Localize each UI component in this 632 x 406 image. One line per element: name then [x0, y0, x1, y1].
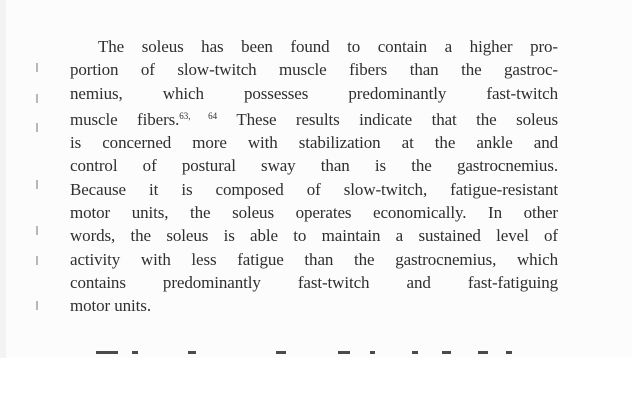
margin-mark — [36, 256, 38, 265]
text-line: words, the soleus is able to maintain a sustained level of — [70, 226, 558, 246]
body-paragraph — [70, 35, 558, 318]
margin-mark — [36, 226, 38, 235]
text-line: Because it is composed of slow-twitch, fatigue-resistant — [70, 179, 558, 199]
cut-off-next-line — [70, 351, 558, 357]
text-line: control of postural sway than is the gastrocnemius. — [70, 156, 558, 176]
margin-mark — [36, 301, 38, 310]
text-line: portion of slow-twitch muscle fibers than the gastroc- — [70, 60, 558, 80]
margin-mark — [36, 123, 38, 132]
page-edge — [0, 0, 6, 406]
text-fragment: These results indicate that the soleus — [236, 109, 558, 129]
text-line: motor units. — [70, 296, 151, 316]
text-line: is concerned more with stabilization at the ankle and — [70, 133, 558, 153]
citation-superscript: 63, 64 — [179, 110, 218, 121]
blank-area — [0, 358, 632, 406]
text-line: motor units, the soleus operates economically. In other — [70, 203, 558, 223]
text-fragment: muscle fibers. — [70, 109, 180, 129]
text-line: contains predominantly fast-twitch and fast-fatiguing — [70, 272, 558, 292]
margin-mark — [36, 63, 38, 72]
margin-mark — [36, 180, 38, 189]
text-line: nemius, which possesses predominantly fast-twitch — [70, 83, 558, 103]
margin-mark — [36, 94, 38, 103]
text-line-with-citation — [70, 105, 558, 131]
margin-marks — [36, 63, 42, 323]
text-line: activity with less fatigue than the gastrocnemius, which — [70, 249, 558, 269]
text-line: The soleus has been found to contain a higher pro- — [98, 37, 558, 56]
